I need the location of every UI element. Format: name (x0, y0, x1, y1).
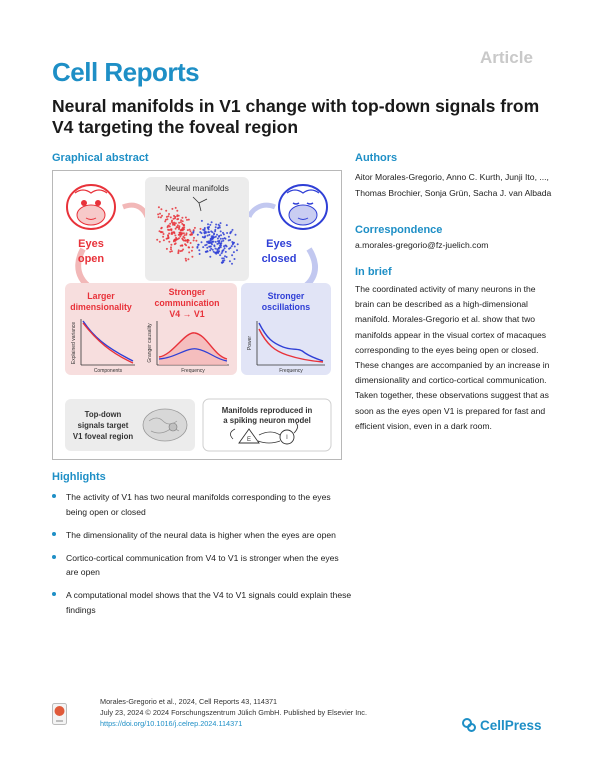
manifold-point (192, 232, 194, 234)
manifold-point (207, 235, 209, 237)
manifold-point (182, 236, 184, 238)
eyes-closed-label-2: closed (261, 253, 297, 265)
stronger-osc-label-1: Stronger (267, 291, 305, 301)
manifold-point (178, 222, 180, 224)
manifold-point (211, 243, 213, 245)
correspondence-email[interactable]: a.morales-gregorio@fz-juelich.com (355, 240, 489, 250)
manifold-point (226, 256, 228, 258)
highlight-text: The dimensionality of the neural data is higher when the eyes are open (66, 529, 336, 540)
manifold-point (236, 249, 238, 251)
manifold-point (213, 233, 215, 235)
manifold-point (221, 240, 223, 242)
power-axis-label: Power (247, 335, 253, 351)
manifold-point (156, 239, 158, 241)
manifold-point (160, 231, 162, 233)
manifold-point (222, 260, 224, 262)
manifold-point (228, 236, 230, 238)
manifold-point (210, 245, 212, 247)
manifold-point (173, 240, 175, 242)
manifold-point (234, 258, 236, 260)
cellpress-logo (462, 718, 542, 735)
larger-dim-label-1: Larger (87, 291, 115, 301)
open-to-manifold-arrow (123, 205, 147, 217)
manifold-point (191, 234, 193, 236)
manifold-point (187, 258, 189, 260)
manifold-point (206, 250, 208, 252)
citation-block (100, 696, 420, 729)
manifold-point (182, 229, 184, 231)
manifold-point (170, 244, 172, 246)
manifold-point (168, 225, 170, 227)
manifold-point (191, 256, 193, 258)
manifold-point (231, 254, 233, 256)
topdown-label-3: V1 foveal region (72, 432, 134, 441)
manifold-point (213, 251, 215, 253)
stronger-osc-label-2: oscillations (261, 302, 311, 312)
manifold-point (222, 238, 224, 240)
manifold-point (168, 213, 170, 215)
manifold-point (211, 231, 213, 233)
manifold-point (229, 260, 231, 262)
journal-name: Cell Reports (52, 57, 200, 87)
eyes-open-label-1: Eyes (78, 238, 104, 250)
brain-icon (143, 409, 187, 441)
crossmark-icon[interactable] (52, 703, 67, 725)
highlights-list (52, 490, 352, 626)
manifold-point (163, 233, 165, 235)
manifold-point (171, 250, 173, 252)
manifold-point (230, 231, 232, 233)
manifold-point (221, 251, 223, 253)
manifold-point (218, 247, 220, 249)
manifold-point (181, 238, 183, 240)
manifold-point (185, 260, 187, 262)
manifold-point (237, 243, 239, 245)
manifold-point (177, 224, 179, 226)
manifold-point (216, 243, 218, 245)
stronger-comm-label-3: V4 → V1 (169, 309, 205, 319)
manifold-point (171, 232, 173, 234)
manifold-point (167, 235, 169, 237)
author-list: Aitor Morales-Gregorio, Anno C. Kurth, Junji Ito, ..., Thomas Brochier, Sonja Grün, Sacha J. van Albada (355, 172, 552, 198)
manifold-point (168, 241, 170, 243)
manifold-point (207, 242, 209, 244)
bullet-icon (52, 555, 56, 559)
bullet-icon (52, 532, 56, 536)
manifold-point (214, 230, 216, 232)
manifold-point (185, 217, 187, 219)
manifold-point (165, 219, 167, 221)
manifold-point (235, 234, 237, 236)
manifold-point (207, 231, 209, 233)
in-brief-heading: In brief (355, 266, 392, 278)
manifold-point (188, 219, 190, 221)
manifold-point (211, 221, 213, 223)
highlight-text: A computational model shows that the V4 to V1 signals could explain these findings (66, 590, 352, 615)
manifold-point (212, 249, 214, 251)
manifold-point (233, 251, 235, 253)
manifold-point (182, 249, 184, 251)
manifold-point (225, 245, 227, 247)
manifold-point (210, 239, 212, 241)
manifold-point (175, 207, 177, 209)
manifold-point (208, 234, 210, 236)
manifold-point (186, 240, 188, 242)
manifold-point (232, 229, 234, 231)
topdown-label-1: Top-down (84, 410, 122, 419)
manifold-point (207, 227, 209, 229)
excitatory-node-label: E (246, 437, 252, 443)
manifold-point (208, 228, 210, 230)
manifold-point (180, 234, 182, 236)
manifold-point (171, 221, 173, 223)
manifold-point (177, 218, 179, 220)
manifold-point (213, 244, 215, 246)
manifold-point (168, 215, 170, 217)
manifold-point (212, 241, 214, 243)
manifold-point (203, 230, 205, 232)
manifold-point (205, 232, 207, 234)
manifold-point (193, 237, 195, 239)
larger-dim-label-2: dimensionality (70, 302, 132, 312)
eyes-closed-label-1: Eyes (266, 238, 292, 250)
manifold-point (162, 236, 164, 238)
bullet-icon (52, 494, 56, 498)
cellpress-wordmark: CellPress (480, 718, 542, 734)
manifold-point (174, 239, 176, 241)
manifold-point (201, 232, 203, 234)
authors-heading: Authors (355, 152, 398, 164)
manifold-point (215, 252, 217, 254)
granger-axis-label: Granger causality (147, 323, 153, 363)
manifold-point (200, 228, 202, 230)
manifold-point (209, 256, 211, 258)
manifold-point (220, 234, 222, 236)
manifold-point (160, 208, 162, 210)
paper-title: Neural manifolds in V1 change with top-down signals from V4 targeting the foveal region (52, 96, 540, 137)
manifold-point (175, 242, 177, 244)
neural-manifolds-label: Neural manifolds (165, 183, 229, 193)
manifold-point (219, 254, 221, 256)
manifold-point (160, 227, 162, 229)
manifold-point (179, 236, 181, 238)
manifold-point (220, 230, 222, 232)
frequency-axis-label: Frequency (181, 368, 205, 374)
manifold-point (215, 248, 217, 250)
manifold-point (173, 223, 175, 225)
manifold-point (185, 234, 187, 236)
bullet-icon (52, 592, 56, 596)
citation-line-1: Morales-Gregorio et al., 2024, Cell Reports 43, 114371 (100, 697, 278, 706)
manifold-point (165, 210, 167, 212)
manifold-point (190, 242, 192, 244)
manifold-point (220, 238, 222, 240)
manifold-point (193, 239, 195, 241)
stronger-comm-label-1: Stronger (168, 287, 206, 297)
manifold-point (225, 238, 227, 240)
manifold-point (228, 239, 230, 241)
manifold-point (167, 237, 169, 239)
manifold-point (218, 224, 220, 226)
manifold-point (206, 247, 208, 249)
highlight-item (52, 528, 352, 543)
manifold-point (221, 257, 223, 259)
highlight-item (52, 588, 352, 617)
manifold-point (169, 223, 171, 225)
manifold-point (188, 247, 190, 249)
manifold-point (206, 244, 208, 246)
manifold-point (185, 258, 187, 260)
manifold-point (233, 242, 235, 244)
manifold-point (171, 208, 173, 210)
manifold-point (170, 248, 172, 250)
manifold-point (231, 263, 233, 265)
manifold-point (176, 210, 178, 212)
manifold-point (222, 232, 224, 234)
manifold-point (202, 246, 204, 248)
manifold-point (176, 215, 178, 217)
manifold-point (216, 234, 218, 236)
cellpress-mark-icon (462, 718, 476, 735)
manifold-point (228, 248, 230, 250)
manifold-point (183, 240, 185, 242)
manifold-point (201, 241, 203, 243)
manifold-point (215, 226, 217, 228)
manifold-point (159, 241, 161, 243)
components-axis-label: Components (93, 368, 123, 374)
manifold-point (188, 251, 190, 253)
highlight-item (52, 490, 352, 519)
article-type-label: Article (480, 48, 533, 67)
correspondence-heading: Correspondence (355, 224, 443, 236)
manifold-point (223, 249, 225, 251)
manifold-point (183, 224, 185, 226)
manifold-point (159, 213, 161, 215)
manifold-point (196, 247, 198, 249)
explained-variance-axis-label: Explained variance (71, 321, 77, 365)
manifold-point (158, 216, 160, 218)
manifold-point (170, 216, 172, 218)
manifold-point (192, 246, 194, 248)
manifold-point (177, 238, 179, 240)
manifold-point (158, 206, 160, 208)
manifold-point (189, 229, 191, 231)
manifold-point (180, 245, 182, 247)
manifold-point (197, 234, 199, 236)
eyes-open-label-2: open (77, 253, 105, 265)
manifold-point (177, 252, 179, 254)
manifold-point (207, 223, 209, 225)
manifold-point (197, 244, 199, 246)
monkey-eyes-open-icon (67, 185, 115, 229)
highlight-text: Cortico-cortical communication from V4 to V1 is stronger when the eyes are open (66, 552, 339, 577)
in-brief-text: The coordinated activity of many neurons in the brain can be described as a high-dimensional manifold. Morales-Gregorio et al. show that two manifolds appear in the visual cortex of macaques corresponding to the eyes being open or closed. These changes are accompanied by an increase in dimensionality and cortico-cortical communication. Taken together, these observations suggest that as soon as the eyes open V1 is prepared for fast and efficient vision, even in a dark room. (355, 284, 550, 431)
manifold-point (224, 247, 226, 249)
highlights-heading: Highlights (52, 471, 106, 483)
manifold-point (180, 221, 182, 223)
manifold-point (220, 243, 222, 245)
manifold-point (229, 232, 231, 234)
manifold-point (187, 229, 189, 231)
doi-link[interactable]: https://doi.org/10.1016/j.celrep.2024.114371 (100, 719, 243, 728)
manifold-point (223, 245, 225, 247)
manifold-point (178, 228, 180, 230)
closed-to-manifold-arrow (249, 205, 275, 217)
manifold-point (232, 243, 234, 245)
manifold-point (180, 250, 182, 252)
manifold-point (218, 236, 220, 238)
manifold-point (175, 228, 177, 230)
manifold-point (222, 240, 224, 242)
stronger-comm-label-2: communication (154, 298, 220, 308)
manifold-point (181, 217, 183, 219)
manifold-point (213, 236, 215, 238)
manifold-point (215, 241, 217, 243)
manifold-point (211, 235, 213, 237)
manifold-point (216, 248, 218, 250)
manifold-point (225, 251, 227, 253)
manifold-point (177, 226, 179, 228)
manifold-point (174, 235, 176, 237)
graphical-abstract-figure (53, 171, 341, 459)
graphical-abstract-heading: Graphical abstract (52, 152, 149, 164)
frequency-axis-label-2: Frequency (279, 368, 303, 374)
manifold-point (231, 245, 233, 247)
manifold-point (180, 219, 182, 221)
monkey-eyes-closed-icon (279, 185, 327, 229)
manifold-point (218, 250, 220, 252)
manifold-point (194, 227, 196, 229)
manifold-point (167, 226, 169, 228)
manifold-point (215, 224, 217, 226)
citation-line-2: July 23, 2024 © 2024 Forschungszentrum Jülich GmbH. Published by Elsevier Inc. (100, 708, 367, 717)
manifold-point (201, 220, 203, 222)
manifold-point (191, 250, 193, 252)
manifold-point (175, 237, 177, 239)
manifold-point (186, 219, 188, 221)
manifold-point (161, 215, 163, 217)
manifold-point (195, 240, 197, 242)
manifold-point (219, 227, 221, 229)
manifold-point (199, 253, 201, 255)
manifold-point (217, 238, 219, 240)
highlight-text: The activity of V1 has two neural manifolds corresponding to the eyes being open or closed (66, 492, 331, 517)
inhibitory-node-label: I (286, 435, 288, 441)
highlight-item (52, 551, 352, 580)
manifold-point (166, 248, 168, 250)
manifold-point (173, 218, 175, 220)
manifold-point (221, 262, 223, 264)
manifold-point (220, 222, 222, 224)
manifolds-repro-label-1: Manifolds reproduced in (221, 406, 313, 415)
manifold-point (226, 232, 228, 234)
manifold-point (209, 224, 211, 226)
manifold-point (160, 216, 162, 218)
topdown-label-2: signals target (77, 421, 129, 430)
manifold-point (167, 229, 169, 231)
manifold-point (169, 251, 171, 253)
manifold-point (226, 224, 228, 226)
manifolds-repro-label-2: a spiking neuron model (223, 416, 311, 425)
manifold-point (168, 233, 170, 235)
manifold-point (184, 243, 186, 245)
manifold-point (170, 229, 172, 231)
graphical-abstract (52, 170, 342, 460)
manifold-point (157, 213, 159, 215)
manifold-point (163, 239, 165, 241)
manifold-point (234, 246, 236, 248)
manifold-point (181, 223, 183, 225)
manifold-point (204, 235, 206, 237)
manifold-point (198, 249, 200, 251)
manifold-point (217, 252, 219, 254)
manifold-point (209, 249, 211, 251)
manifold-point (173, 231, 175, 233)
manifold-point (184, 234, 186, 236)
manifold-point (170, 246, 172, 248)
